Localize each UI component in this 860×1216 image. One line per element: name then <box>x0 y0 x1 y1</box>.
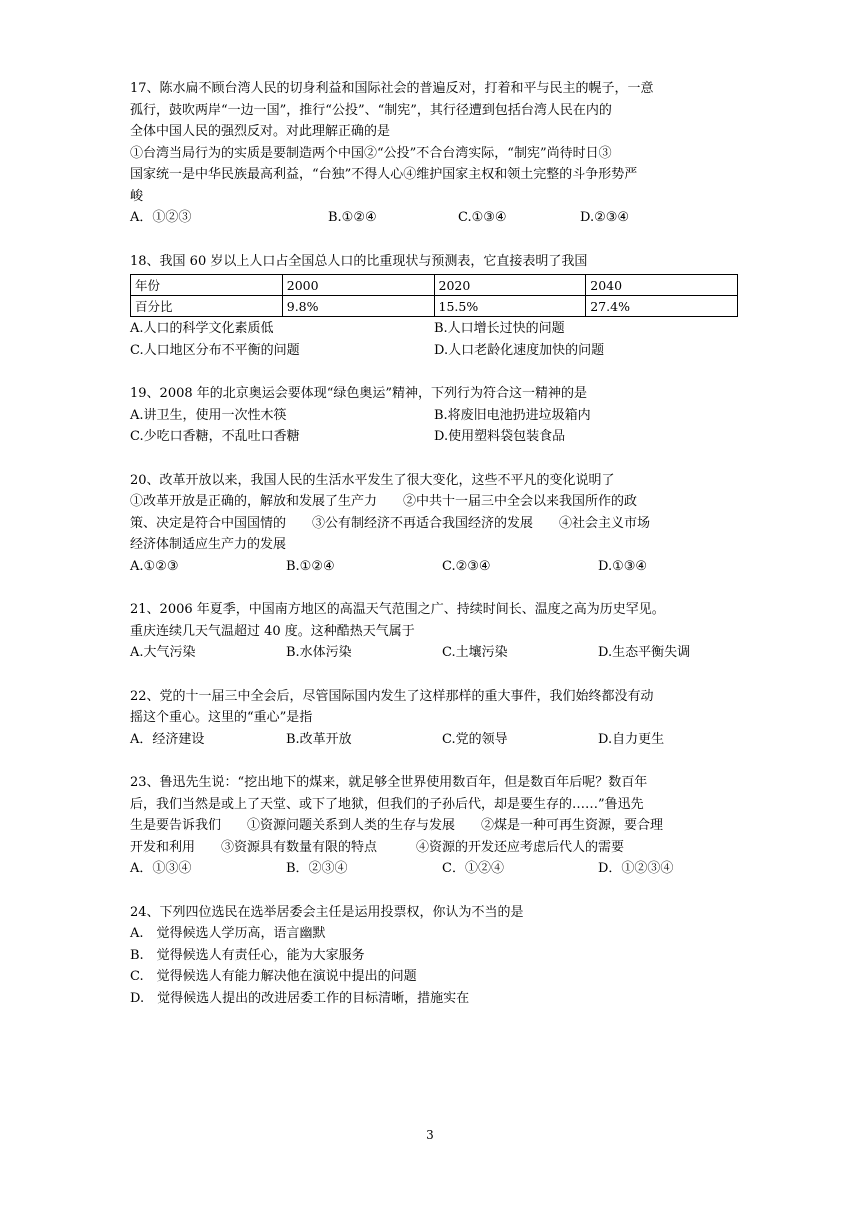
options-row <box>130 405 738 427</box>
question-20 <box>130 470 738 578</box>
question-line: 摇这个重心。这里的“重心”是指 <box>130 710 313 725</box>
options-row <box>130 642 738 664</box>
option-a: A.大气污染 <box>130 645 196 660</box>
table-cell: 15.5% <box>434 296 586 317</box>
question-line: 经济体制适应生产力的发展 <box>130 537 287 552</box>
question-line: 21、2006 年夏季，中国南方地区的高温天气范围之广、持续时间长、温度之高为历史罕见。 <box>130 602 665 617</box>
table-cell: 9.8% <box>282 296 434 317</box>
option-b: B.人口增长过快的问题 <box>434 321 565 336</box>
question-17 <box>130 78 738 229</box>
option-d: D．①②③④ <box>598 861 674 876</box>
option-d: D.生态平衡失调 <box>598 645 691 660</box>
table-cell: 年份 <box>131 275 283 296</box>
option-c: C．①②④ <box>442 861 504 876</box>
table-cell: 27.4% <box>586 296 738 317</box>
question-stem: 19、2008 年的北京奥运会要体现“绿色奥运”精神，下列行为符合这一精神的是 <box>130 386 588 401</box>
option-a: A．①②③ <box>130 210 192 225</box>
table-cell: 百分比 <box>131 296 283 317</box>
question-21 <box>130 599 738 664</box>
table-cell: 2000 <box>282 275 434 296</box>
options-row <box>130 556 738 578</box>
question-line: 孤行，鼓吹两岸“一边一国”，推行“公投”、“制宪”，其行径遭到包括台湾人民在内的 <box>130 102 612 118</box>
option-b: B.①②④ <box>328 210 377 225</box>
question-line: 20、改革开放以来，我国人民的生活水平发生了很大变化，这些不平凡的变化说明了 <box>130 472 615 488</box>
option-d: D.②③④ <box>580 210 630 225</box>
table-cell: 2040 <box>586 275 738 296</box>
question-line: 后，我们当然是或上了天堂、或下了地狱，但我们的子孙后代，却是要生存的……”鲁迅先 <box>130 796 644 812</box>
question-line: 策、决定是符合中国国情的 ③公有制经济不再适合我国经济的发展 ④社会主义市场 <box>130 515 651 531</box>
option-d: D. 觉得候选人提出的改进居委工作的目标清晰，措施实在 <box>130 990 470 1006</box>
options-row <box>130 426 738 448</box>
question-stem: 18、我国 60 岁以上人口占全国总人口的比重现状与预测表，它直接表明了我国 <box>130 253 588 269</box>
options-row <box>130 729 738 751</box>
options-row <box>130 207 738 229</box>
option-c: C.土壤污染 <box>442 645 508 660</box>
options-row <box>130 340 738 362</box>
option-a: A．①③④ <box>130 861 192 876</box>
option-d: D.自力更生 <box>598 731 665 747</box>
option-b: B．②③④ <box>286 861 348 876</box>
question-line: 国家统一是中华民族最高利益，“台独”不得人心④维护国家主权和领土完整的斗争形势严 <box>130 167 638 182</box>
option-c: C.党的领导 <box>442 731 508 747</box>
option-b: B.将废旧电池扔进垃圾箱内 <box>434 407 591 423</box>
question-23 <box>130 772 738 880</box>
question-18 <box>130 251 738 362</box>
population-table <box>130 274 738 317</box>
option-c: C.少吃口香糖，不乱吐口香糖 <box>130 429 300 444</box>
question-stem: 24、下列四位选民在选举居委会主任是运用投票权，你认为不当的是 <box>130 904 524 920</box>
option-a: A. 觉得候选人学历高，语言幽默 <box>130 926 326 941</box>
option-a: A.人口的科学文化素质低 <box>130 321 274 336</box>
option-a: A.①②③ <box>130 558 179 574</box>
table-cell: 2020 <box>434 275 586 296</box>
document-page <box>130 78 738 1009</box>
option-c: C.人口地区分布不平衡的问题 <box>130 342 300 358</box>
table-row <box>131 275 738 296</box>
question-line: 开发和利用 ③资源具有数量有限的特点 ④资源的开发还应考虑后代人的需要 <box>130 839 625 855</box>
options-row <box>130 318 738 340</box>
option-b: B.水体污染 <box>286 645 352 660</box>
option-c: C. 觉得候选人有能力解决他在演说中提出的问题 <box>130 969 417 984</box>
option-c: C.①③④ <box>458 210 507 225</box>
option-b: B. 觉得候选人有责任心，能为大家服务 <box>130 947 365 963</box>
question-19 <box>130 383 738 448</box>
option-b: B.①②④ <box>286 558 335 574</box>
option-d: D.使用塑料袋包装食品 <box>434 429 566 444</box>
option-d: D.人口老龄化速度加快的问题 <box>434 342 605 358</box>
question-line: 重庆连续几天气温超过 40 度。这种酷热天气属于 <box>130 623 415 639</box>
option-b: B.改革开放 <box>286 731 352 747</box>
options-row <box>130 858 738 880</box>
option-c: C.②③④ <box>442 558 491 574</box>
question-line: 全体中国人民的强烈反对。对此理解正确的是 <box>130 124 391 139</box>
option-a: A.讲卫生，使用一次性木筷 <box>130 407 287 423</box>
question-line: 峻 <box>130 188 144 204</box>
option-d: D.①③④ <box>598 558 648 574</box>
question-line: 17、陈水扁不顾台湾人民的切身利益和国际社会的普遍反对，打着和平与民主的幌子，一意 <box>130 81 654 96</box>
question-22 <box>130 686 738 751</box>
page-number: 3 <box>426 1128 434 1142</box>
option-a: A．经济建设 <box>130 731 205 747</box>
table-row <box>131 296 738 317</box>
question-line: 22、党的十一届三中全会后，尽管国际国内发生了这样那样的重大事件，我们始终都没有动 <box>130 688 654 704</box>
question-line: ①台湾当局行为的实质是要制造两个中国②“公投”不合台湾实际，“制宪”尚待时日③ <box>130 145 612 161</box>
question-line: 生是要告诉我们 ①资源问题关系到人类的生存与发展 ②煤是一种可再生资源，要合理 <box>130 818 664 833</box>
question-24 <box>130 902 738 1010</box>
question-line: ①改革开放是正确的，解放和发展了生产力 ②中共十一届三中全会以来我国所作的政 <box>130 494 638 509</box>
question-line: 23、鲁迅先生说：“挖出地下的煤来，就足够全世界使用数百年，但是数百年后呢？数百年 <box>130 775 648 790</box>
